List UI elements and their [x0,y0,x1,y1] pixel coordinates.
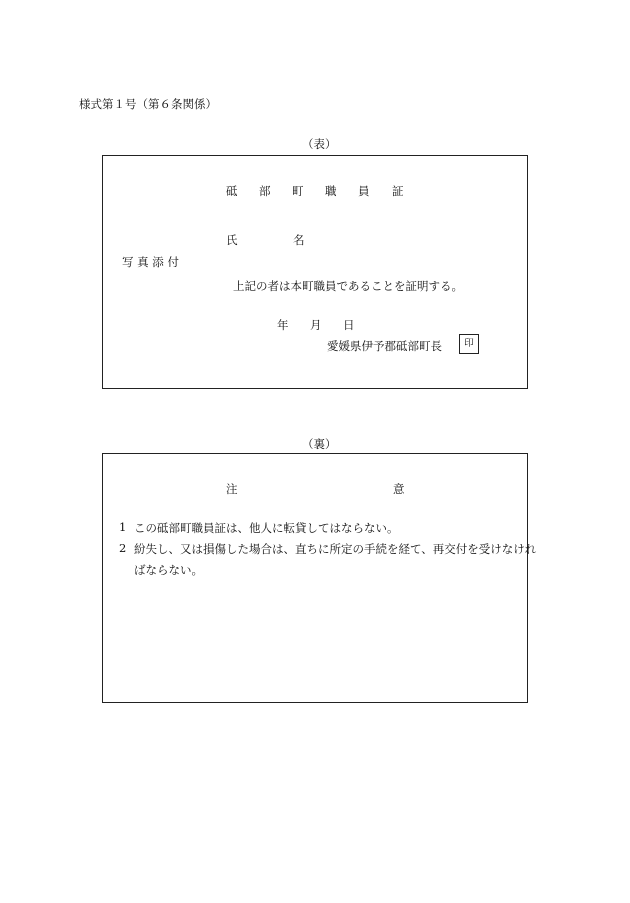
note-text-continued: ばならない。 [134,563,203,577]
card-title-char: 職 [325,184,337,198]
notice-heading-char: 注 [226,482,238,496]
name-label-char: 氏 [226,233,238,247]
seal-box: 印 [459,334,479,354]
card-title-char: 砥 [226,184,238,198]
note-number: 2 [119,541,127,555]
note-text: この砥部町職員証は、他人に転貸してはならない。 [134,521,399,535]
id-card-back [102,453,528,703]
certify-text: 上記の者は本町職員であることを証明する。 [233,279,463,293]
note-number: 1 [119,520,127,534]
card-title-char: 証 [392,184,404,198]
date-month-label: 月 [310,318,322,332]
note-text: 紛失し、又は損傷した場合は、直ちに所定の手続を経て、再交付を受けなけれ [134,542,537,556]
back-caption: （裏） [302,437,337,451]
card-title-char: 員 [358,184,370,198]
photo-label: 写 真 添 付 [122,255,179,269]
notice-heading-char: 意 [393,482,405,496]
date-year-label: 年 [277,318,289,332]
card-title-char: 町 [292,184,304,198]
form-number: 様式第１号（第６条関係） [79,97,217,111]
card-title-char: 部 [259,184,271,198]
name-label-char: 名 [293,233,305,247]
date-day-label: 日 [343,318,355,332]
front-caption: （表） [302,137,337,151]
issuer-name: 愛媛県伊予郡砥部町長 [327,339,442,353]
